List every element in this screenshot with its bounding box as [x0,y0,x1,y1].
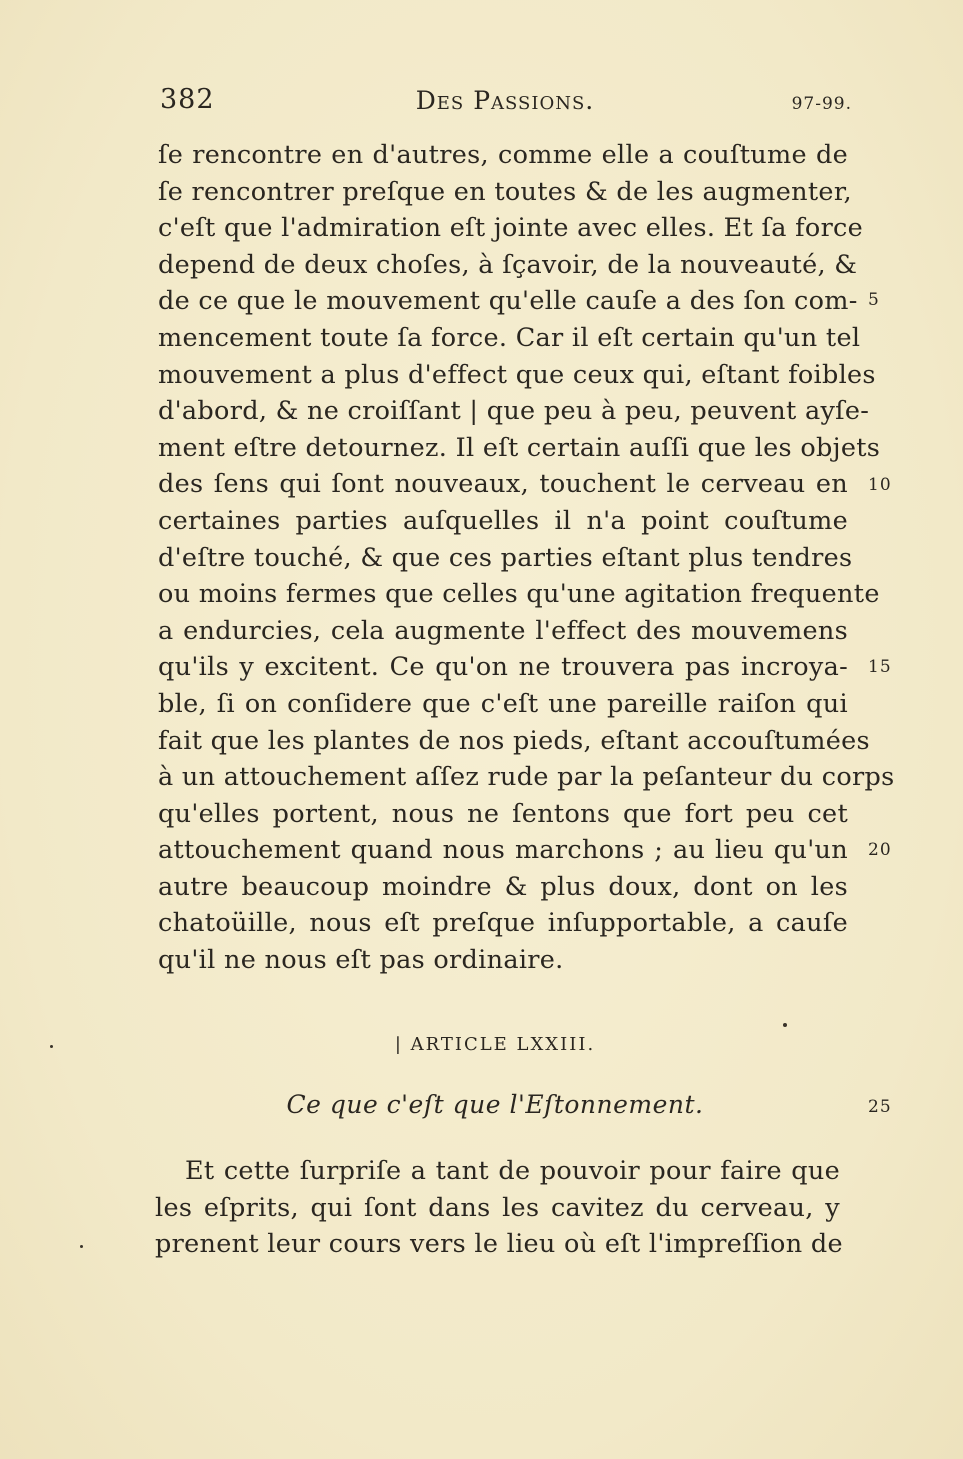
paragraph-2 [155,1153,843,1263]
text-line: depend de deux choſes, à ſçavoir, de la nouveauté, & [158,249,858,280]
text-line: fait que les plantes de nos pieds, eſtant accouſtumées [158,725,870,756]
line-number-5: 5 [868,290,880,310]
text-line: prenent leur cours vers le lieu où eſt l'impreſſion de [155,1229,843,1260]
line-number-10: 10 [868,475,892,495]
line-number-25: 25 [868,1097,892,1117]
line-number-20: 20 [868,840,892,860]
text-line: Et cette ſurpriſe a tant de pouvoir pour faire que [185,1156,840,1186]
text-line: ment eſtre detournez. Il eſt certain auſſi que les objets [158,432,881,463]
ink-speck [80,1245,83,1248]
text-line: mencement toute ſa force. Car il eſt certain qu'un tel [158,322,861,353]
text-line: c'eſt que l'admiration eſt jointe avec elles. Et ſa force [158,213,864,244]
running-title: Des Passions. [415,86,595,115]
text-line: attouchement quand nous marchons ; au lieu qu'un [158,835,848,866]
line-number-15: 15 [868,657,892,677]
page-header [158,84,852,124]
text-line: des ſens qui ſont nouveaux, touchent le cerveau en [158,469,848,500]
text-line: ble, ſi on conſidere que c'eſt une pareille raiſon qui [158,688,848,719]
text-line: ou moins fermes que celles qu'une agitation frequente [158,579,880,610]
text-line: à un attouchement aſſez rude par la peſanteur du corps [158,762,895,793]
text-line: d'abord, & ne croiſſant | que peu à peu, peuvent ayſe- [158,396,870,427]
article-subtitle: Ce que c'eſt que l'Eſtonnement. [286,1090,704,1119]
text-line: autre beaucoup moindre & plus doux, dont on les [158,871,848,902]
text-line: certaines parties auſquelles il n'a point couſtume [158,505,848,536]
text-line: de ce que le mouvement qu'elle cauſe a des ſon com- [158,286,858,317]
folio-reference: 97-99. [791,94,852,114]
ink-speck [50,1045,53,1048]
text-line: ſe rencontrer preſque en toutes & de les augmenter, [158,176,852,207]
text-line: qu'ils y excitent. Ce qu'on ne trouvera pas incroya- [158,652,848,683]
page-number: 382 [160,84,215,115]
text-line: a endurcies, cela augmente l'effect des mouvemens [158,615,848,646]
article-heading: | ARTICLE LXXIII. [394,1034,596,1055]
text-line: chatoüille, nous eſt preſque inſupportable, a cauſe [158,908,848,939]
text-line: d'eſtre touché, & que ces parties eſtant plus tendres [158,542,853,573]
text-line: qu'il ne nous eſt pas ordinaire. [158,945,564,976]
text-line: qu'elles portent, nous ne ſentons que fort peu cet [158,798,848,829]
text-line: les eſprits, qui ſont dans les cavitez du cerveau, y [155,1192,840,1223]
text-line: ſe rencontre en d'autres, comme elle a couſtume de [158,140,848,170]
text-line: mouvement a plus d'effect que ceux qui, eſtant foibles [158,359,876,390]
ink-speck [783,1023,787,1027]
